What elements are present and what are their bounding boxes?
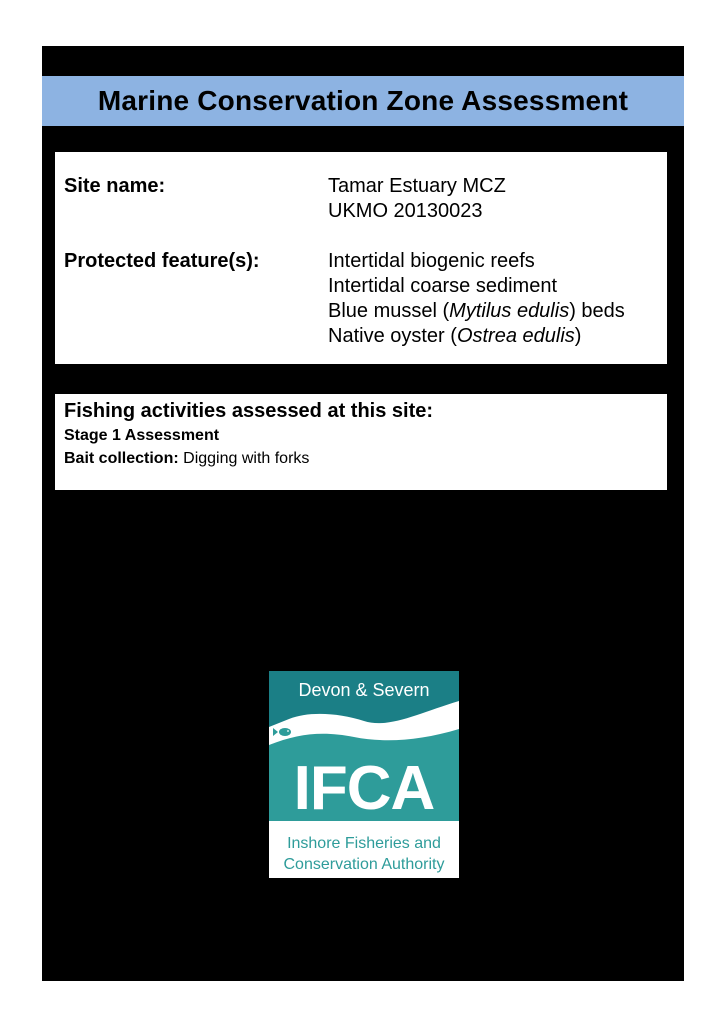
species-name: Ostrea edulis: [456, 325, 575, 347]
ifca-logo: [269, 671, 459, 878]
features-label: Protected feature(s):: [64, 250, 260, 272]
activities-box: [55, 394, 667, 490]
logo-top-text: Devon & Severn: [298, 680, 430, 700]
feature-text: ): [574, 325, 582, 347]
feature-text: Native oyster (: [328, 325, 457, 347]
feature-item: [328, 299, 625, 324]
stage-label: Stage 1 Assessment: [64, 427, 220, 444]
site-code-value: UKMO 20130023: [328, 200, 483, 222]
site-name-value: Tamar Estuary MCZ: [328, 175, 506, 197]
feature-item: Intertidal biogenic reefs: [328, 250, 535, 272]
feature-text: Blue mussel (: [328, 300, 450, 322]
activities-heading: Fishing activities assessed at this site:: [64, 400, 434, 422]
cover-panel: [42, 46, 684, 981]
bait-collection-line: [64, 450, 309, 468]
ifca-logo-graphic: [269, 671, 459, 878]
feature-text: ) beds: [569, 300, 625, 322]
site-info-box: [55, 152, 667, 364]
logo-acronym: IFCA: [293, 754, 435, 823]
site-name-label: Site name:: [64, 175, 166, 197]
fish-icon: [273, 728, 291, 736]
logo-bottom-line2: Conservation Authority: [283, 856, 445, 873]
bait-value: Digging with forks: [178, 450, 310, 467]
site-name-values: [328, 174, 506, 224]
species-name: Mytilus edulis: [449, 300, 570, 322]
logo-bottom-line1: Inshore Fisheries and: [287, 835, 441, 852]
bait-label: Bait collection:: [64, 450, 179, 467]
feature-item: [328, 324, 625, 349]
title-band: [42, 76, 684, 126]
feature-item: Intertidal coarse sediment: [328, 275, 558, 297]
features-values: [328, 249, 625, 349]
page-title: Marine Conservation Zone Assessment: [97, 85, 629, 116]
